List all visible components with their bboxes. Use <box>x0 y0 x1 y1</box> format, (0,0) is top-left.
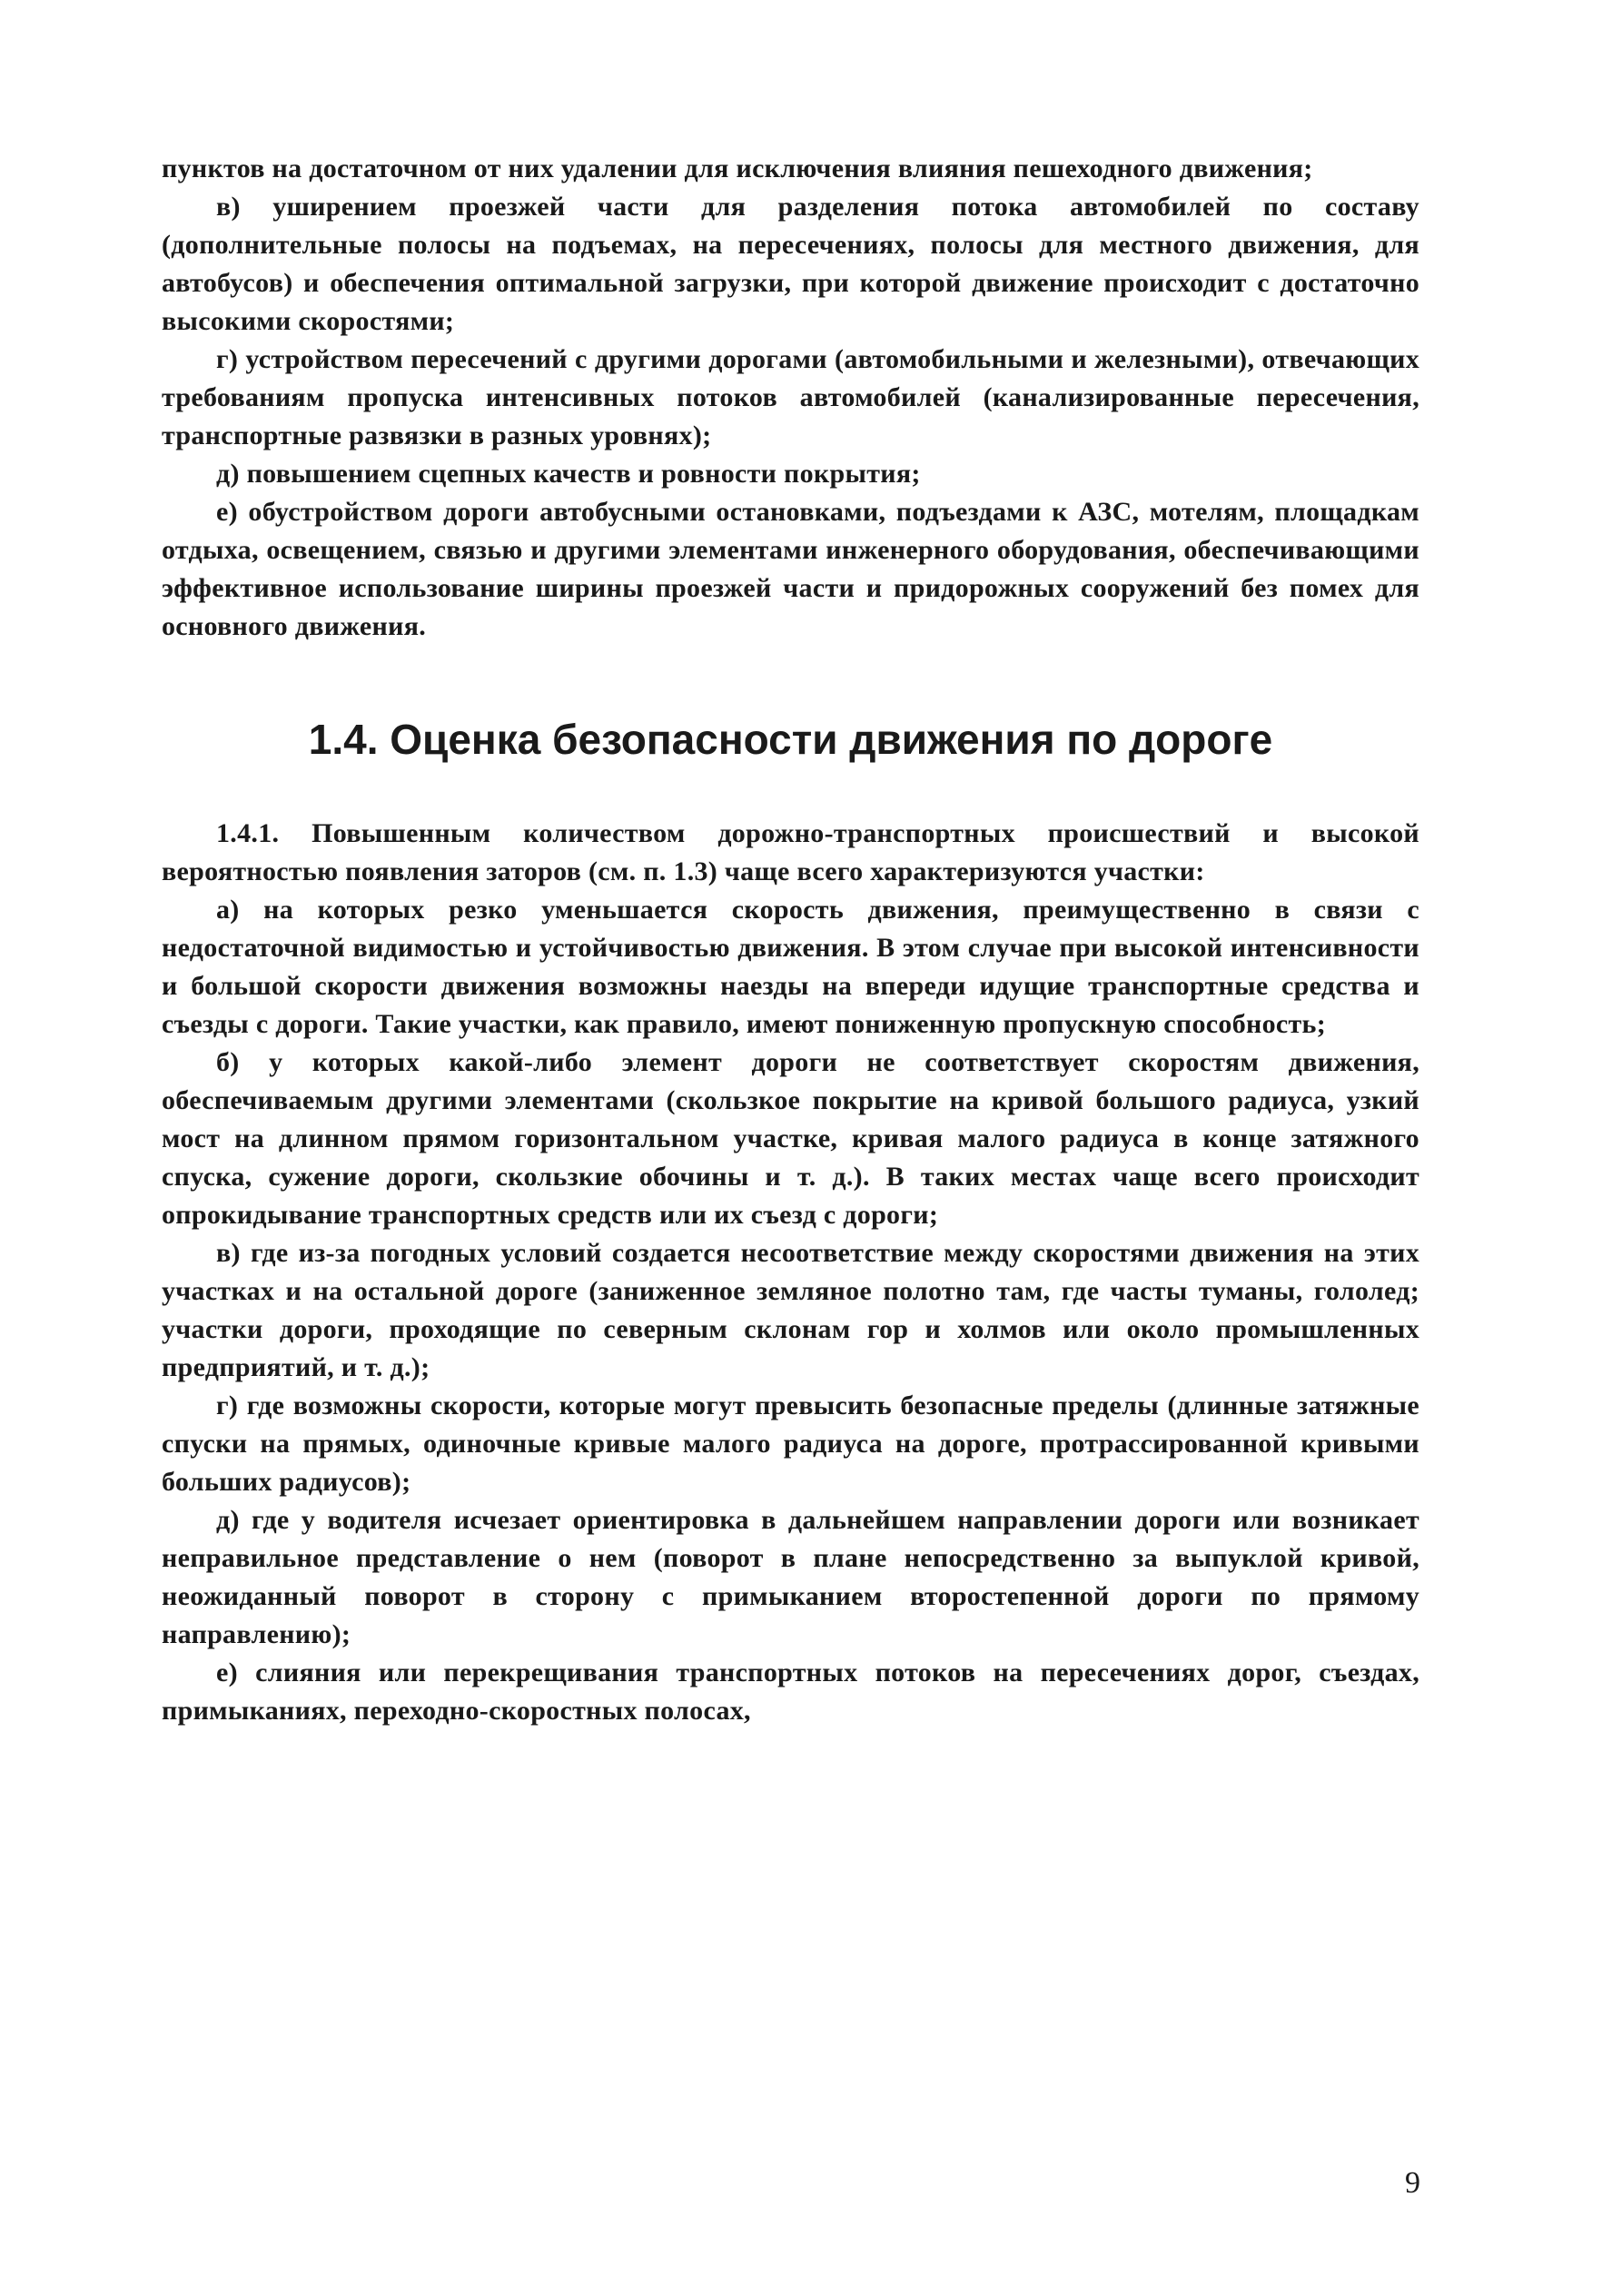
section-heading: 1.4. Оценка безопасности движения по дороге <box>308 716 1273 763</box>
document-page <box>162 150 1419 1730</box>
paragraph-continuation: пунктов на достаточном от них удалении для исключения влияния пешеходного движения; <box>162 153 1313 183</box>
paragraph-item-e: е) обустройством дороги автобусными остановками, подъездами к АЗС, мотелям, площадкам отдыха, освещением, связью и другими элементами инженерного оборудования, обеспечивающими эффективное использование ширины проезжей части и придорожных сооружений без помех для основного движения. <box>162 497 1419 641</box>
paragraph-1-4-1: 1.4.1. Повышенным количеством дорожно-транспортных происшествий и высокой вероятностью появления заторов (см. п. 1.3) чаще всего характеризуются участки: <box>162 818 1419 886</box>
page-number: 9 <box>1405 2166 1420 2200</box>
paragraph-item-a: а) на которых резко уменьшается скорость движения, преимущественно в связи с недостаточной видимостью и устойчивостью движения. В этом случае при высокой интенсивности и большой скорости движения возможны наезды на впереди идущие транспортные средства и съезды с дороги. Такие участки, как правило, имеют пониженную пропускную способность; <box>162 895 1419 1039</box>
paragraph-item-d: д) повышением сцепных качеств и ровности покрытия; <box>216 459 921 489</box>
paragraph-item-e2: е) слияния или перекрещивания транспортных потоков на пересечениях дорог, съездах, примыканиях, переходно-скоростных полосах, <box>162 1658 1419 1726</box>
paragraph-item-g2: г) где возможны скорости, которые могут превысить безопасные пределы (длинные затяжные спуски на прямых, одиночные кривые малого радиуса на дороге, протрассированной кривыми больших радиусов); <box>162 1390 1419 1497</box>
paragraph-item-g: г) устройством пересечений с другими дорогами (автомобильными и железными), отвечающих требованиям пропуска интенсивных потоков автомобилей (канализированные пересечения, транспортные развязки в разных уровнях); <box>162 344 1419 450</box>
paragraph-item-v2: в) где из-за погодных условий создается несоответствие между скоростями движения на этих участках и на остальной дороге (заниженное земляное полотно там, где часты туманы, гололед; участки дороги, проходящие по северным склонам гор и холмов или около промышленных предприятий, и т. д.); <box>162 1238 1419 1382</box>
paragraph-item-v: в) уширением проезжей части для разделения потока автомобилей по составу (дополнительные полосы на подъемах, на пересечениях, полосы для местного движения, для автобусов) и обеспечения оптимальной загрузки, при которой движение происходит с достаточно высокими скоростями; <box>162 192 1419 336</box>
paragraph-item-b: б) у которых какой-либо элемент дороги не соответствует скоростям движения, обеспечиваемым другими элементами (скользкое покрытие на кривой большого радиуса, узкий мост на длинном прямом горизонтальном участке, кривая малого радиуса в конце затяжного спуска, сужение дороги, скользкие обочины и т. д.). В таких местах чаще всего происходит опрокидывание транспортных средств или их съезд с дороги; <box>162 1047 1419 1230</box>
paragraph-item-d2: д) где у водителя исчезает ориентировка в дальнейшем направлении дороги или возникает неправильное представление о нем (поворот в плане непосредственно за выпуклой кривой, неожиданный поворот в сторону с примыканием второстепенной дороги по прямому направлению); <box>162 1505 1419 1649</box>
